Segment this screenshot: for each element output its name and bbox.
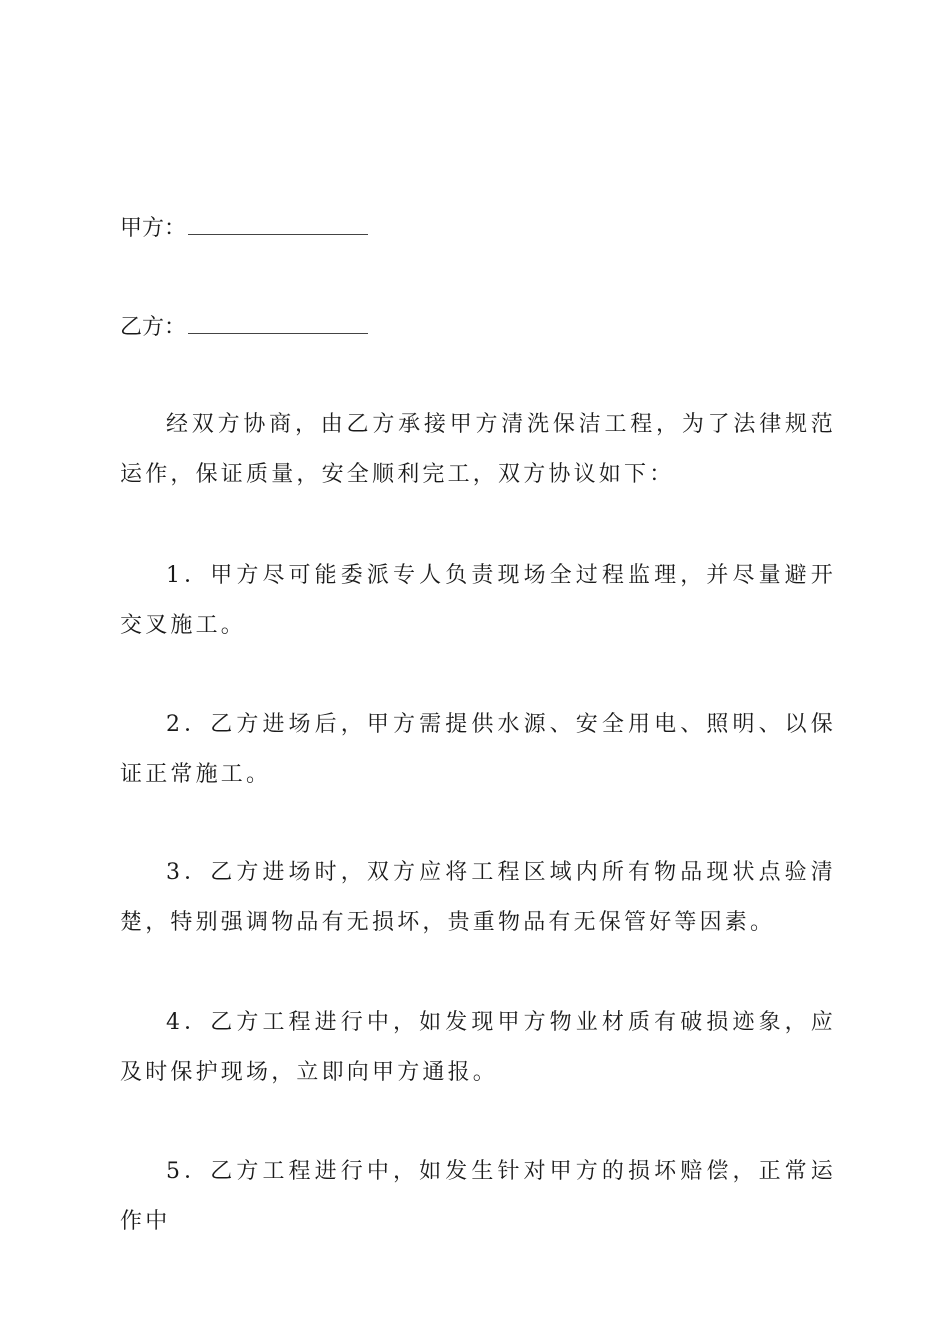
party-a-blank	[188, 214, 368, 235]
clause-1: 1．甲方尽可能委派专人负责现场全过程监理，并尽量避开交叉施工。	[120, 563, 836, 638]
party-b-label: 乙方：	[120, 315, 187, 340]
clause-4: 4．乙方工程进行中，如发现甲方物业材质有破损迹象，应及时保护现场，立即向甲方通报。	[120, 1010, 836, 1085]
clause-5: 5．乙方工程进行中，如发生针对甲方的损坏赔偿，正常运作中	[120, 1159, 836, 1234]
clause-2: 2．乙方进场后，甲方需提供水源、安全用电、照明、以保证正常施工。	[120, 712, 836, 787]
party-b-blank	[188, 313, 368, 334]
party-a-line	[120, 214, 368, 244]
clause-3: 3．乙方进场时，双方应将工程区域内所有物品现状点验清楚，特别强调物品有无损坏，贵重物品有无保管好等因素。	[120, 860, 836, 935]
intro-paragraph: 经双方协商，由乙方承接甲方清洗保洁工程，为了法律规范运作，保证质量，安全顺利完工，双方协议如下：	[120, 412, 836, 487]
party-a-label: 甲方：	[120, 216, 187, 241]
party-b-line	[120, 313, 368, 343]
